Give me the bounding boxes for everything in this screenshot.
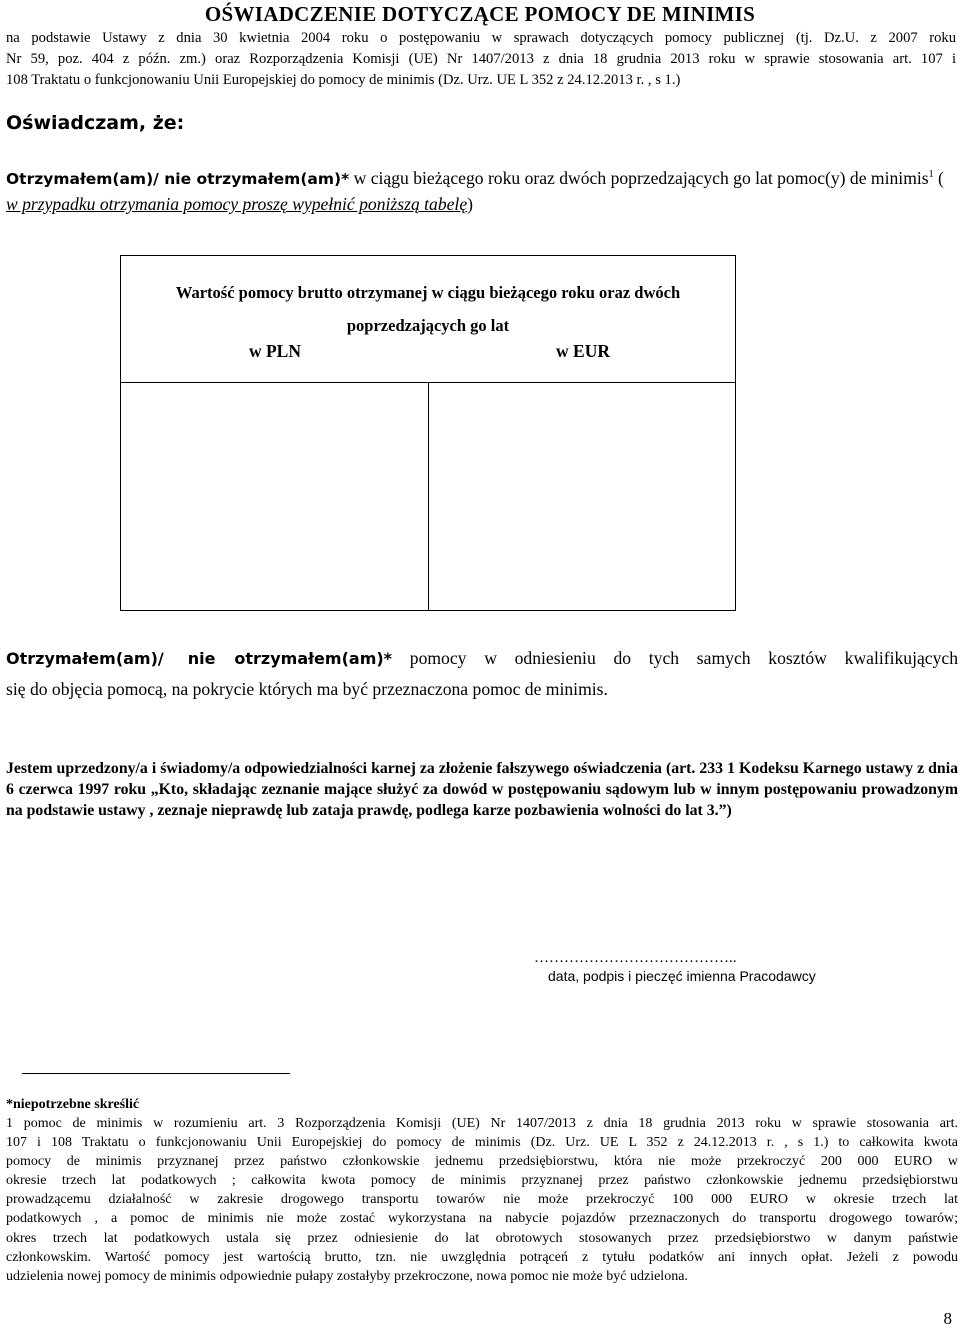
footnote-line: podatkowych , a pomoc de minimis nie może zostać wykorzystana na nabycie pojazdów przeznaczonych do transportu drogowego towarów; [6,1211,958,1227]
not-received-choice-2[interactable]: nie otrzymałem(am)* [187,649,393,668]
footnote-line: udzielenia nowej pomocy de minimis odpowiednie pułapy zostałyby przekroczone, nowa pomoc nie może być udzielona. [6,1268,688,1284]
received-choice-2[interactable]: Otrzymałem(am)/ [6,649,164,668]
footnote-line: okres trzech lat podatkowych ustala się przez odniesienie do lat obrotowych stosowanych przez przedsiębiorstwo w danym państwie [6,1230,958,1246]
pln-value-cell[interactable] [121,383,427,610]
signature-caption: data, podpis i pieczęć imienna Pracodawcy [548,968,816,984]
page-number: 8 [943,1309,952,1328]
eur-value-cell[interactable] [430,383,735,610]
table-instruction-text: w przypadku otrzymania pomocy proszę wypełnić poniższą tabelę [6,193,468,214]
footnote-line: okresie trzech lat podatkowych ; całkowita kwota pomocy de minimis przyznanej przez państwo członkowskie jednemu przedsiębiorstwu [6,1173,958,1189]
statement-text: w ciągu bieżącego roku oraz dwóch poprzedzających go lat pomoc(y) de minimis [349,167,929,188]
document-title: OŚWIADCZENIE DOTYCZĄCE POMOCY DE MINIMIS [204,2,756,26]
table-header-line: poprzedzających go lat [346,316,510,335]
column-header-eur: w EUR [556,341,610,361]
intro-line: 108 Traktatu o funkcjonowaniu Unii Europejskiej do pomocy de minimis (Dz. Urz. UE L 352 z 24.12.2013 r. , s 1.) [6,72,681,88]
table-column-divider [428,382,429,610]
statement-text: ) [467,193,473,214]
table-header [121,276,735,342]
column-header-pln: w PLN [248,341,301,361]
footnote-ref: 1 [928,169,934,180]
footnote-1 [6,1114,958,1286]
statement2-line: się do objęcia pomocą, na pokrycie których ma być przeznaczona pomoc de minimis. [6,679,608,699]
footnote-line: 1 pomoc de minimis w rozumieniu art. 3 Rozporządzenia Komisji (UE) Nr 1407/2013 z dnia 18 grudnia 2013 roku w sprawie stosowania art. [6,1116,958,1131]
footnote-asterisk: *niepotrzebne skreślić [6,1097,140,1112]
statement-text: ( [933,167,944,188]
table-instruction [6,194,467,214]
statement-text: pomocy w odniesieniu do tych samych kosztów kwalifikujących [392,648,958,668]
signature-line[interactable]: ………………………………….. [534,950,737,966]
footnote-line: pomocy de minimis przyznanej przez państwo członkowskie jednemu przedsiębiorstwu, która nie może przekroczyć 200 000 EURO w [6,1154,958,1170]
statement2-line [6,643,958,674]
legal-basis-intro [6,28,956,91]
table-header-line: Wartość pomocy brutto otrzymanej w ciągu bieżącego roku oraz dwóch [175,283,681,302]
footnote-line: członkowskim. Wartość pomocy jest wartością brutto, tzn. nie uwzględnia potrąceń z tytułu podatków ani innych opłat. Jeżeli z powodu [6,1249,958,1265]
intro-line: na podstawie Ustawy z dnia 30 kwietnia 2004 roku o postępowaniu w sprawach dotyczących pomocy publicznej (tj. Dz.U. z 2007 roku [6,30,956,46]
declaration-label: Oświadczam, że: [6,112,185,134]
criminal-liability-notice: Jestem uprzedzony/a i świadomy/a odpowiedzialności karnej za złożenie fałszywego oświadczenia (art. 233 1 Kodeksu Karnego ustawy z dnia 6 czerwca 1997 roku „Kto, składając zeznanie mające służyć za dowód w postępowaniu sądowym lub w innym postępowaniu prowadzonym na podstawie ustawy , zeznaje nieprawdę lub zataja prawdę, podlega karze pozbawienia wolności do lat 3.”) [6,760,958,819]
aid-value-table [120,255,736,611]
footnote-line: 107 i 108 Traktatu o funkcjonowaniu Unii Europejskiej do pomocy de minimis (Dz. Urz. UE L 352 z 24.12.2013 r. , s 1.) to całkowita kwota [6,1135,958,1151]
statement-received-aid [6,162,958,217]
intro-line: Nr 59, poz. 404 z późn. zm.) oraz Rozporządzenia Komisji (UE) Nr 1407/2013 z dnia 18 grudnia 2013 roku w sprawie stosowania art. 107 i [6,51,956,67]
footnote-separator [22,1073,290,1074]
received-choice[interactable]: Otrzymałem(am)/ nie otrzymałem(am)* [6,169,350,188]
statement-same-costs [6,643,958,705]
footnote-line: prowadzącemu działalność w zakresie drogowego transportu towarów nie może przekroczyć 100 000 EURO w okresie trzech lat [6,1192,958,1208]
